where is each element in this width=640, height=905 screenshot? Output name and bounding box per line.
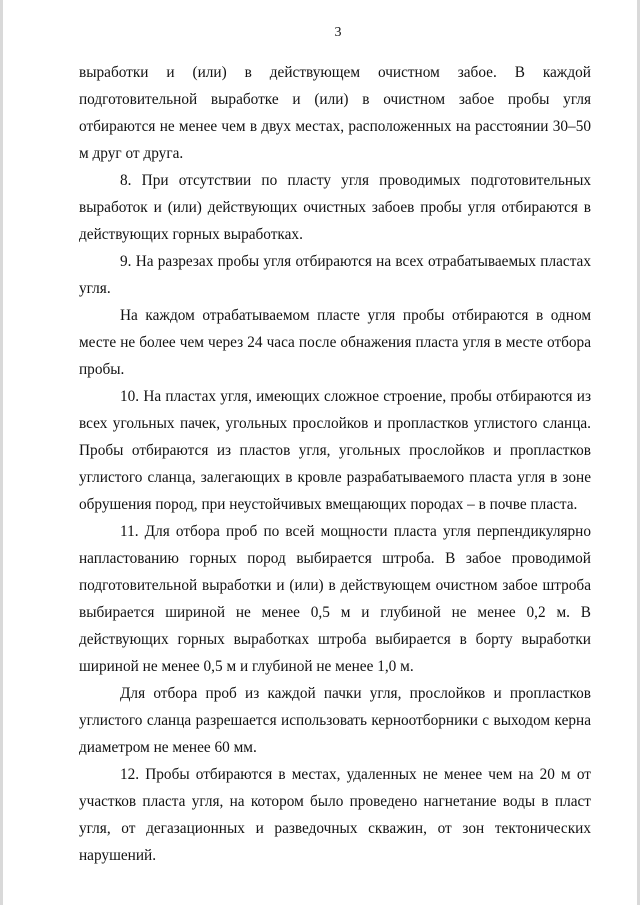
paragraph-item-11-note: Для отбора проб из каждой пачки угля, прослойков и пропластков углистого сланца разрешается использовать керноотборники с выходом керна диаметром не менее 60 мм. [79, 685, 591, 756]
paragraph-item-9-note: На каждом отрабатываемом пласте угля пробы отбираются в одном месте не более чем через 24 часа после обнажения пласта угля в месте отбора пробы. [79, 307, 591, 378]
paragraph-continuation: выработки и (или) в действующем очистном забое. В каждой подготовительной выработке и (или) в очистном забое пробы угля отбираются не менее чем в двух местах, расположенных на расстоянии 30–50 м друг от друга. [79, 64, 591, 162]
document-page [3, 0, 637, 905]
paragraph-item-8: 8. При отсутствии по пласту угля проводимых подготовительных выработок и (или) действующих очистных забоев пробы угля отбираются в действующих горных выработках. [79, 172, 591, 243]
paragraph-item-9: 9. На разрезах пробы угля отбираются на всех отрабатываемых пластах угля. [79, 253, 591, 297]
paragraph-item-11: 11. Для отбора проб по всей мощности пласта угля перпендикулярно напластованию горных пород выбирается штроба. В забое проводимой подготовительной выработки и (или) в действующем очистном забое штроба выбирается шириной не менее 0,5 м и глубиной не менее 0,2 м. В действующих горных выработках штроба выбирается в борту выработки шириной не менее 0,5 м и глубиной не менее 1,0 м. [79, 523, 591, 675]
paragraph-item-10: 10. На пластах угля, имеющих сложное строение, пробы отбираются из всех угольных пачек, угольных прослойков и пропластков углистого сланца. Пробы отбираются из пластов угля, угольных прослойков и пропластков углистого сланца, залегающих в кровле разрабатываемого пласта угля в зоне обрушения пород, при неустойчивых вмещающих породах – в почве пласта. [79, 388, 591, 513]
page-number: 3 [334, 25, 342, 40]
paragraph-item-12: 12. Пробы отбираются в местах, удаленных не менее чем на 20 м от участков пласта угля, на котором было проведено нагнетание воды в пласт угля, от дегазационных и разведочных скважин, от зон тектонических нарушений. [79, 766, 591, 864]
